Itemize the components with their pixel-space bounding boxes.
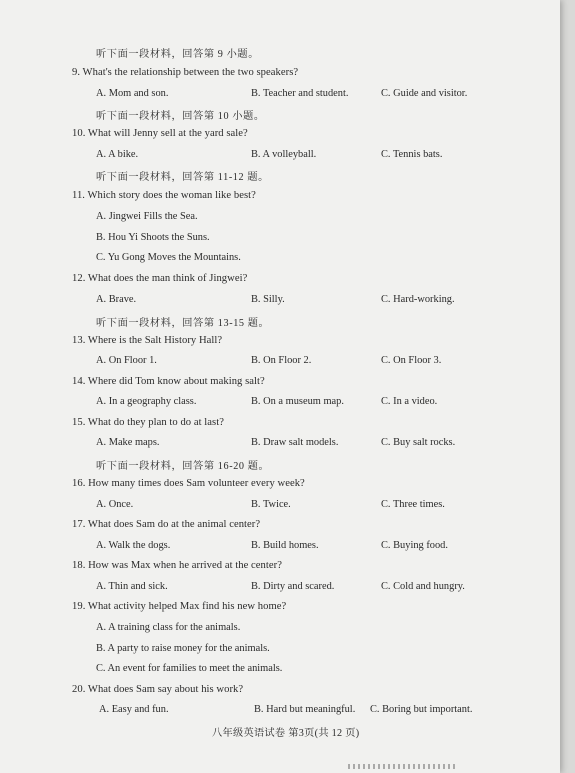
question-17-option-b: B. Build homes. <box>251 540 319 551</box>
question-13-option-a: A. On Floor 1. <box>96 355 157 366</box>
question-19-option-c: C. An event for families to meet the animals. <box>96 663 283 674</box>
question-12-option-a: A. Brave. <box>96 294 137 305</box>
question-16-option-b: B. Twice. <box>251 499 291 510</box>
question-15-option-c: C. Buy salt rocks. <box>381 437 456 448</box>
question-9-option-a: A. Mom and son. <box>96 88 169 99</box>
instruction-q11-12: 听下面一段材料，回答第 11-12 题。 <box>96 172 269 183</box>
bleed-through-text-mark <box>348 764 458 769</box>
question-10-option-b: B. A volleyball. <box>251 149 317 160</box>
question-15-option-b: B. Draw salt models. <box>251 437 339 448</box>
question-16-option-a: A. Once. <box>96 499 134 510</box>
question-13-option-b: B. On Floor 2. <box>251 355 312 366</box>
question-20-stem: 20. What does Sam say about his work? <box>72 684 244 695</box>
question-10-option-a: A. A bike. <box>96 149 139 160</box>
question-18-stem: 18. How was Max when he arrived at the center? <box>72 560 282 571</box>
question-18-option-b: B. Dirty and scared. <box>251 581 335 592</box>
question-13-option-c: C. On Floor 3. <box>381 355 442 366</box>
question-19-option-b: B. A party to raise money for the animals. <box>96 643 270 654</box>
question-17-stem: 17. What does Sam do at the animal center? <box>72 519 261 530</box>
question-9-option-c: C. Guide and visitor. <box>381 88 468 99</box>
question-15-stem: 15. What do they plan to do at last? <box>72 417 224 428</box>
question-20-option-c: C. Boring but important. <box>370 704 473 715</box>
question-12-option-c: C. Hard-working. <box>381 294 455 305</box>
question-12-stem: 12. What does the man think of Jingwei? <box>72 273 248 284</box>
question-18-option-c: C. Cold and hungry. <box>381 581 465 592</box>
question-20-option-b: B. Hard but meaningful. <box>254 704 356 715</box>
question-10-stem: 10. What will Jenny sell at the yard sale? <box>72 128 248 139</box>
question-9-stem: 9. What's the relationship between the two speakers? <box>72 67 299 78</box>
question-19-option-a: A. A training class for the animals. <box>96 622 241 633</box>
question-11-option-a: A. Jingwei Fills the Sea. <box>96 211 198 222</box>
question-14-option-c: C. In a video. <box>381 396 438 407</box>
question-11-option-b: B. Hou Yi Shoots the Suns. <box>96 232 210 243</box>
question-16-option-c: C. Three times. <box>381 499 445 510</box>
question-14-option-b: B. On a museum map. <box>251 396 344 407</box>
page-footer: 八年级英语试卷 第3页(共 12 页) <box>212 728 360 739</box>
question-12-option-b: B. Silly. <box>251 294 285 305</box>
question-13-stem: 13. Where is the Salt History Hall? <box>72 335 223 346</box>
question-10-option-c: C. Tennis bats. <box>381 149 443 160</box>
question-16-stem: 16. How many times does Sam volunteer every week? <box>72 478 305 489</box>
question-18-option-a: A. Thin and sick. <box>96 581 168 592</box>
question-19-stem: 19. What activity helped Max find his new home? <box>72 601 287 612</box>
question-11-option-c: C. Yu Gong Moves the Mountains. <box>96 252 241 263</box>
question-14-option-a: A. In a geography class. <box>96 396 197 407</box>
instruction-q10: 听下面一段材料，回答第 10 小题。 <box>96 111 265 122</box>
question-20-option-a: A. Easy and fun. <box>99 704 169 715</box>
question-14-stem: 14. Where did Tom know about making salt? <box>72 376 265 387</box>
question-11-stem: 11. Which story does the woman like best? <box>72 190 256 201</box>
question-17-option-a: A. Walk the dogs. <box>96 540 171 551</box>
question-17-option-c: C. Buying food. <box>381 540 448 551</box>
question-15-option-a: A. Make maps. <box>96 437 160 448</box>
instruction-q13-15: 听下面一段材料，回答第 13-15 题。 <box>96 318 270 329</box>
question-9-option-b: B. Teacher and student. <box>251 88 349 99</box>
instruction-q9: 听下面一段材料，回答第 9 小题。 <box>96 49 260 60</box>
instruction-q16-20: 听下面一段材料，回答第 16-20 题。 <box>96 461 270 472</box>
